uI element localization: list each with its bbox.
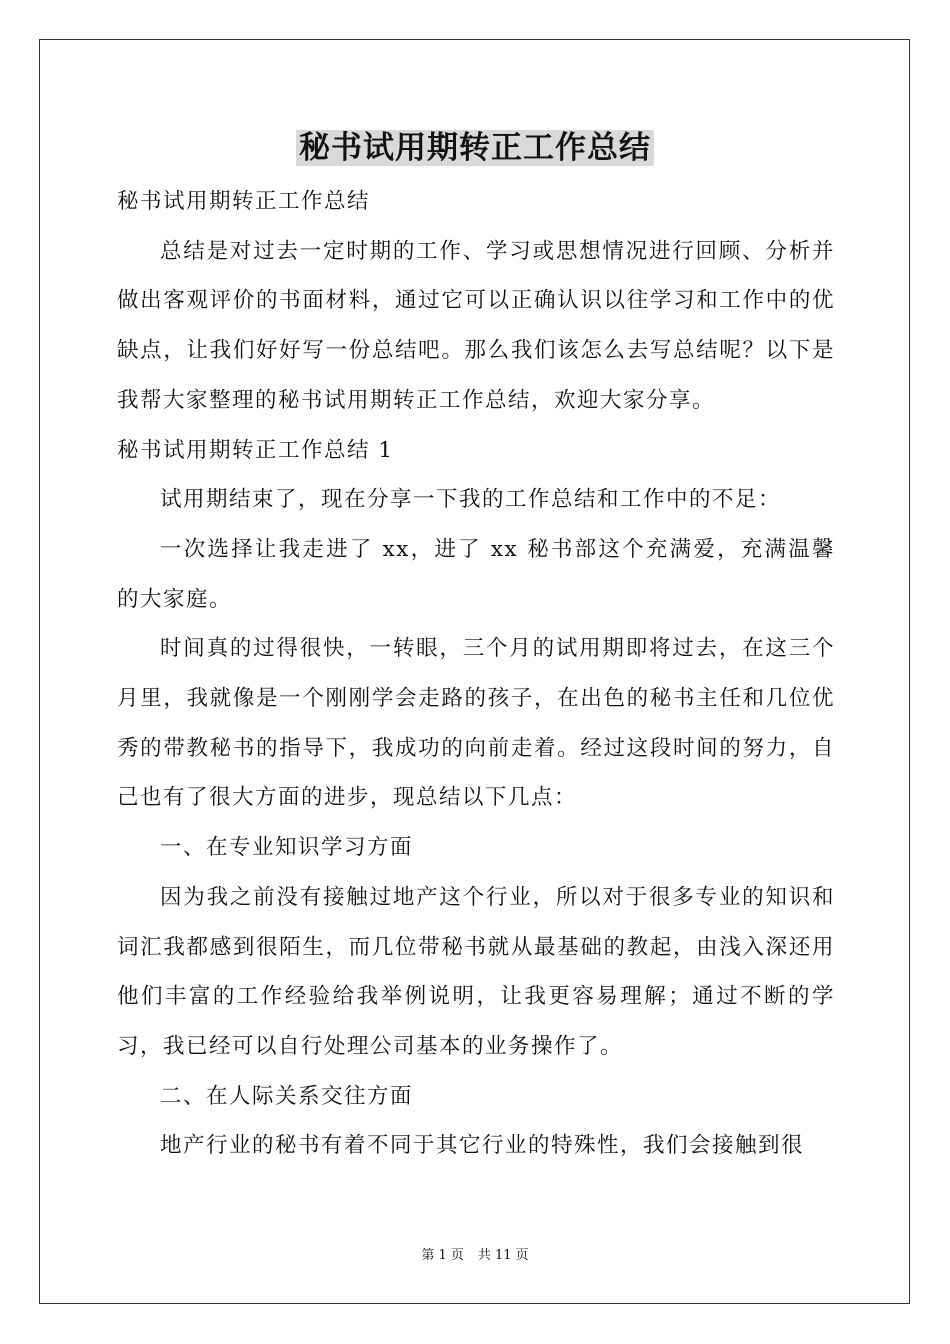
- body-paragraph: 二、在人际关系交往方面: [160, 1083, 414, 1109]
- body-paragraph: 因为我之前没有接触过地产这个行业，所以对于很多专业的知识和词汇我都感到很陌生，而几位带秘书就从最基础的教起，由浅入深还用他们丰富的工作经验给我举例说明，让我更容易理解；通过不断的学习，我已经可以自行处理公司基本的业务操作了。: [117, 884, 835, 1059]
- document-body: [117, 177, 835, 1171]
- body-paragraph: 时间真的过得很快，一转眼，三个月的试用期即将过去，在这三个月里，我就像是一个刚刚学会走路的孩子，在出色的秘书主任和几位优秀的带教秘书的指导下，我成功的向前走着。经过这段时间的努力，自己也有了很大方面的进步，现总结以下几点：: [117, 636, 835, 811]
- page-footer: [0, 1246, 950, 1266]
- body-paragraph: 一次选择让我走进了 xx，进了 xx 秘书部这个充满爱，充满温馨的大家庭。: [117, 536, 835, 612]
- body-paragraph: 试用期结束了，现在分享一下我的工作总结和工作中的不足：: [160, 487, 782, 513]
- body-paragraph: 秘书试用期转正工作总结 1: [117, 437, 394, 463]
- body-paragraph: 地产行业的秘书有着不同于其它行业的特殊性，我们会接触到很: [160, 1133, 805, 1159]
- page-total: 共 11 页: [477, 1248, 529, 1263]
- body-paragraph: 总结是对过去一定时期的工作、学习或思想情况进行回顾、分析并做出客观评价的书面材料，通过它可以正确认识以往学习和工作中的优缺点，让我们好好写一份总结吧。那么我们该怎么去写总结呢？以下是我帮大家整理的秘书试用期转正工作总结，欢迎大家分享。: [117, 238, 835, 413]
- page-number: 第 1 页: [421, 1248, 464, 1263]
- document-title-text: 秘书试用期转正工作总结: [296, 130, 654, 166]
- document-title: [0, 126, 950, 170]
- body-paragraph: 一、在专业知识学习方面: [160, 835, 414, 861]
- body-paragraph: 秘书试用期转正工作总结: [117, 189, 371, 214]
